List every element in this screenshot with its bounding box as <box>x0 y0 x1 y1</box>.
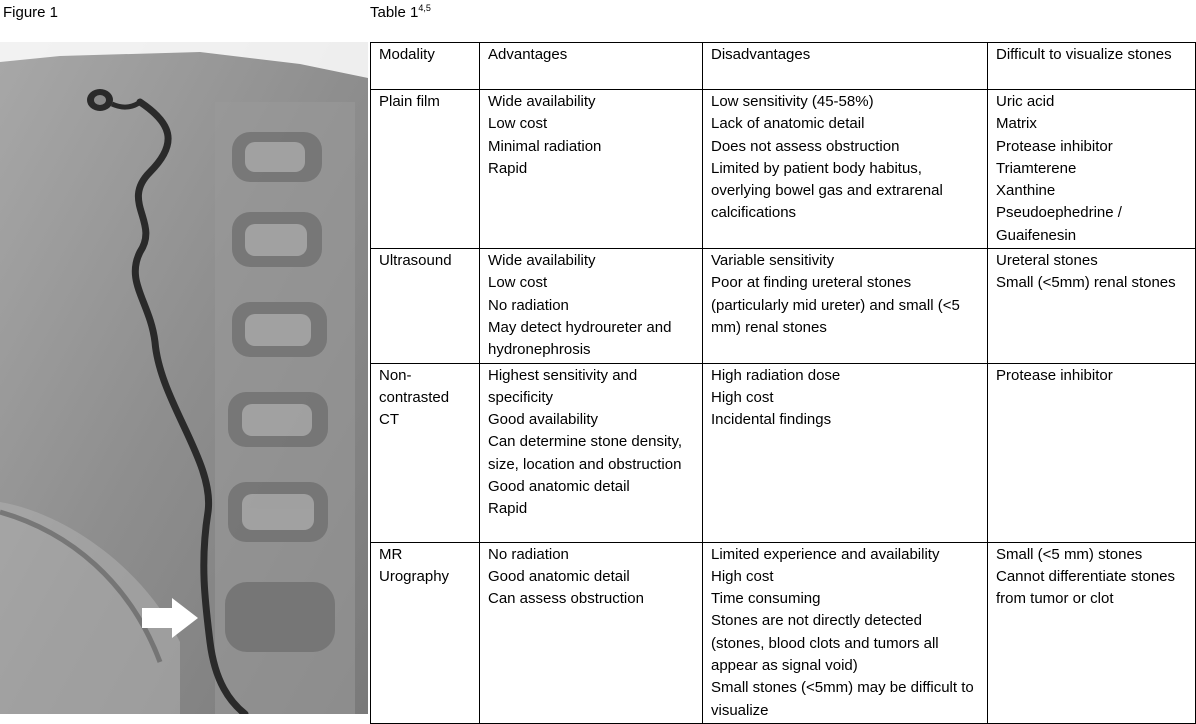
header-modality: Modality <box>371 43 480 90</box>
list-item: Triamterene <box>996 159 1077 177</box>
list-item: Can assess obstruction <box>488 590 644 608</box>
disadvantages-cell <box>703 542 988 723</box>
list-item: Good anatomic detail <box>488 567 630 585</box>
list-item: Time consuming <box>711 590 821 608</box>
list-item: Limited experience and availability <box>711 545 940 563</box>
difficult-cell <box>988 90 1196 249</box>
list-item: Protease inhibitor <box>996 137 1113 155</box>
modality-cell: MR Urography <box>371 542 480 723</box>
advantages-cell <box>480 363 703 542</box>
header-difficult: Difficult to visualize stones <box>988 43 1196 90</box>
difficult-cell <box>988 542 1196 723</box>
list-item: Rapid <box>488 500 528 518</box>
list-item: Minimal radiation <box>488 137 602 155</box>
list-item: No radiation <box>488 545 569 563</box>
list-item: Small (<5mm) renal stones <box>996 274 1176 292</box>
list-item: May detect hydroureter and hydronephrosis <box>488 318 672 359</box>
table-caption-text: Table 1 <box>370 4 419 21</box>
disadvantages-cell <box>703 90 988 249</box>
list-item: High radiation dose <box>711 366 841 384</box>
list-item: Protease inhibitor <box>996 366 1113 384</box>
list-item: Low cost <box>488 115 548 133</box>
imaging-comparison-table <box>370 42 1196 724</box>
list-item: Highest sensitivity and specificity <box>488 366 638 406</box>
advantages-cell <box>480 542 703 723</box>
header-advantages: Advantages <box>480 43 703 90</box>
list-item: No radiation <box>488 296 569 314</box>
table-row <box>371 249 1196 363</box>
list-item: Cannot differentiate stones from tumor or clot <box>996 567 1176 608</box>
list-item: Incidental findings <box>711 411 832 429</box>
modality-cell: Non-contrasted CT <box>371 363 480 542</box>
list-item: Wide availability <box>488 93 596 110</box>
list-item: Lack of anatomic detail <box>711 115 865 133</box>
list-item: Wide availability <box>488 252 596 270</box>
advantages-cell <box>480 249 703 363</box>
radiograph-image <box>0 42 368 714</box>
table-header-row <box>371 43 1196 90</box>
list-item: Variable sensitivity <box>711 252 835 270</box>
header-disadvantages: Disadvantages <box>703 43 988 90</box>
list-item: Pseudoephedrine / Guaifenesin <box>996 204 1122 244</box>
list-item: Xanthine <box>996 182 1056 200</box>
figure-caption: Figure 1 <box>3 4 59 21</box>
advantages-cell <box>480 90 703 249</box>
modality-cell: Ultrasound <box>371 249 480 363</box>
list-item: High cost <box>711 567 774 585</box>
list-item: Good anatomic detail <box>488 478 630 496</box>
list-item: Can determine stone density, size, location and obstruction <box>488 433 682 473</box>
disadvantages-cell <box>703 363 988 542</box>
list-item: Small (<5 mm) stones <box>996 545 1143 563</box>
table-caption-reference: 4,5 <box>418 3 431 13</box>
list-item: Stones are not directly detected (stones, blood clots and tumors all appear as signal void) <box>711 612 939 675</box>
difficult-cell <box>988 363 1196 542</box>
radiograph-graphic <box>0 42 368 714</box>
list-item: High cost <box>711 388 774 406</box>
list-item: Does not assess obstruction <box>711 137 900 155</box>
list-item: Matrix <box>996 115 1037 133</box>
modality-cell: Plain film <box>371 90 480 249</box>
disadvantages-cell <box>703 249 988 363</box>
list-item: Good availability <box>488 411 599 429</box>
table-row <box>371 90 1196 249</box>
list-item: Low cost <box>488 274 548 292</box>
table-caption <box>370 4 431 22</box>
list-item: Uric acid <box>996 93 1055 110</box>
list-item: Ureteral stones <box>996 252 1098 270</box>
list-item: Low sensitivity (45-58%) <box>711 93 874 110</box>
list-item: Limited by patient body habitus, overlying bowel gas and extrarenal calcifications <box>711 159 943 222</box>
table-row <box>371 542 1196 723</box>
list-item: Poor at finding ureteral stones (particularly mid ureter) and small (<5 mm) renal stones <box>711 274 960 336</box>
difficult-cell <box>988 249 1196 363</box>
table-row <box>371 363 1196 542</box>
list-item: Rapid <box>488 159 528 177</box>
list-item: Small stones (<5mm) may be difficult to visualize <box>711 679 974 719</box>
